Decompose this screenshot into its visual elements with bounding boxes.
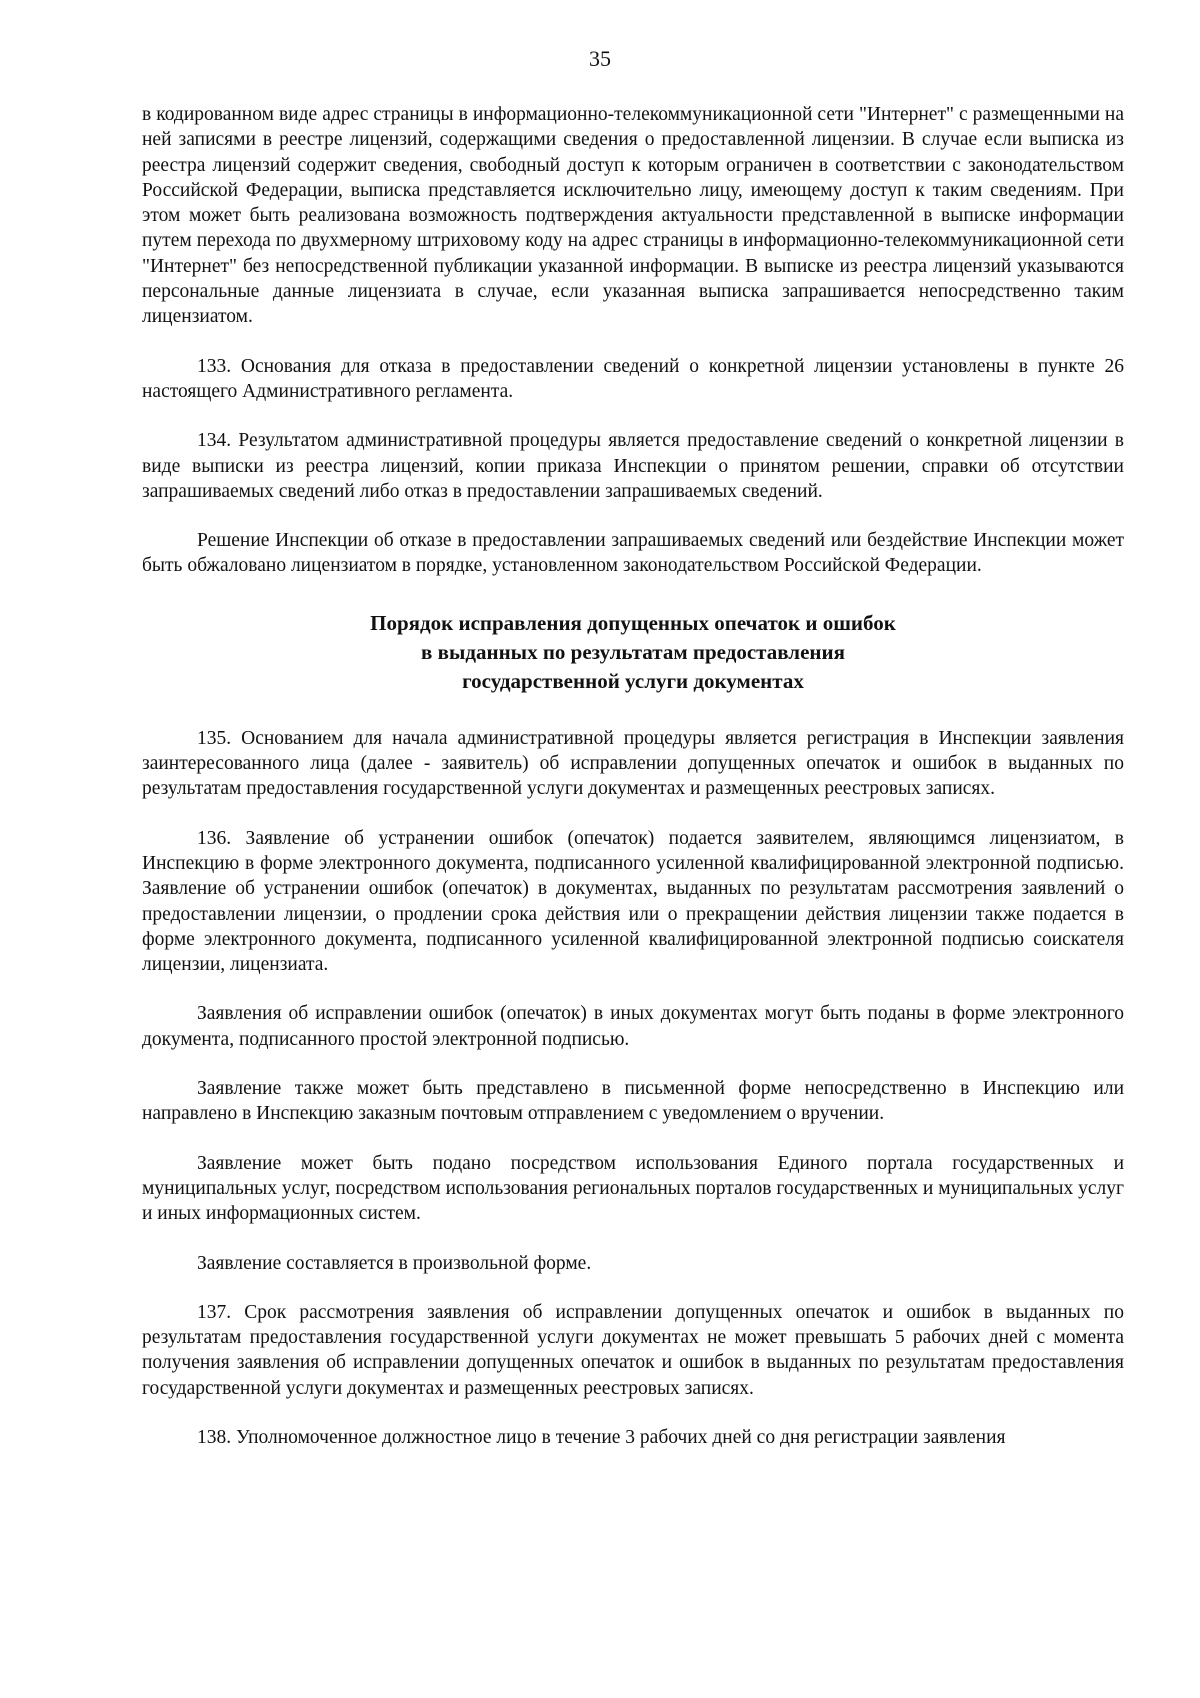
paragraph-138: 138. Уполномоченное должностное лицо в течение 3 рабочих дней со дня регистрации заявления xyxy=(197,1426,1006,1448)
paragraph-134: 134. Результатом административной процедуры является предоставление сведений о конкретной лицензии в виде выписки из реестра лицензий, копии приказа Инспекции о принятом решении, справки об отсутствии запрашиваемых сведений либо отказ в предоставлении запрашиваемых сведений. xyxy=(142,430,1124,502)
paragraph-133: 133. Основания для отказа в предоставлении сведений о конкретной лицензии установлены в пункте 26 настоящего Административного регламента. xyxy=(142,355,1124,402)
paragraph-appeal: Решение Инспекции об отказе в предоставлении запрашиваемых сведений или бездействие Инспекции может быть обжаловано лицензиатом в порядке, установленном законодательством Российской Федерации. xyxy=(142,530,1124,577)
section-heading-line-2: в выданных по результатам предоставления xyxy=(421,639,845,664)
paragraph-simple-signature: Заявления об исправлении ошибок (опечаток) в иных документах могут быть поданы в форме электронного документа, подписанного простой электронной подписью. xyxy=(142,1003,1124,1050)
paragraph-arbitrary-form: Заявление составляется в произвольной форме. xyxy=(197,1252,592,1274)
page-number: 35 xyxy=(589,46,611,71)
paragraph-137: 137. Срок рассмотрения заявления об исправлении допущенных опечаток и ошибок в выданных по результатам предоставления государственной услуги документах не может превышать 5 рабочих дней с момента получения заявления об исправлении допущенных опечаток и ошибок в выданных по результатам предоставления государственной услуги документах и размещенных реестровых записях. xyxy=(142,1301,1124,1399)
paragraph-135: 135. Основанием для начала административной процедуры является регистрация в Инспекции заявления заинтересованного лица (далее - заявитель) об исправлении допущенных опечаток и ошибок в выданных по результатам предоставления государственной услуги документах и размещенных реестровых записях. xyxy=(142,727,1124,800)
paragraph-portal-submission: Заявление может быть подано посредством использования Единого портала государственных и муниципальных услуг, посредством использования региональных порталов государственных и муниципальных услуг и иных информационных систем. xyxy=(142,1152,1124,1225)
paragraph-continuation: в кодированном виде адрес страницы в информационно-телекоммуникационной сети "Интернет" с размещенными на ней записями в реестре лицензий, содержащими сведения о предоставленной лицензии. В случае если выписка из реестра лицензий содержит сведения, свободный доступ к которым ограничен в соответствии с законодательством Российской Федерации, выписка представляется исключительно лицу, имеющему доступ к таким сведениям. При этом может быть реализована возможность подтверждения актуальности представленной в выписке информации путем перехода по двухмерному штриховому коду на адрес страницы в информационно-телекоммуникационной сети "Интернет" без непосредственной публикации указанной информации. В выписке из реестра лицензий указываются персональные данные лицензиата в случае, если указанная выписка запрашивается непосредственно таким лицензиатом. xyxy=(142,104,1124,328)
document-body xyxy=(142,102,1124,1450)
paragraph-written-form: Заявление также может быть представлено в письменной форме непосредственно в Инспекцию или направлено в Инспекцию заказным почтовым отправлением с уведомлением о вручении. xyxy=(142,1078,1124,1125)
section-heading xyxy=(142,609,1124,696)
section-heading-line-1: Порядок исправления допущенных опечаток и ошибок xyxy=(370,610,896,635)
paragraph-136: 136. Заявление об устранении ошибок (опечаток) подается заявителем, являющимся лицензиатом, в Инспекцию в форме электронного документа, подписанного усиленной квалифицированной электронной подписью. Заявление об устранении ошибок (опечаток) в документах, выданных по результатам рассмотрения заявлений о предоставлении лицензии, о продлении срока действия или о прекращении действия лицензии также подается в форме электронного документа, подписанного усиленной квалифицированной электронной подписью соискателя лицензии, лицензиата. xyxy=(142,827,1124,976)
section-heading-line-3: государственной услуги документах xyxy=(462,668,804,693)
